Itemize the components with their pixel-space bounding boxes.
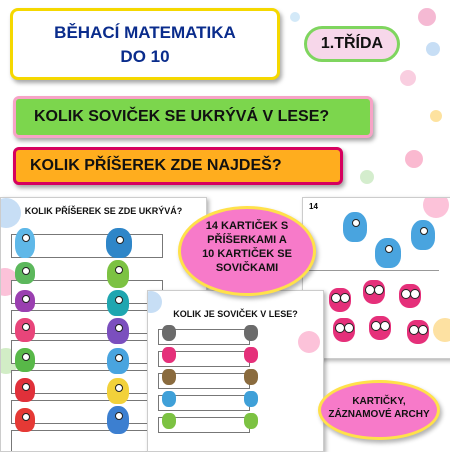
- bubble-line: ZÁZNAMOVÉ ARCHY: [328, 409, 430, 420]
- grade-badge: 1.TŘÍDA: [304, 26, 400, 62]
- owl-icon: [162, 347, 176, 363]
- monster-icon: [107, 348, 129, 374]
- decorative-dot: [290, 12, 300, 22]
- owl-icon: [244, 391, 258, 407]
- monster-icon: [15, 318, 35, 342]
- decorative-dot: [426, 42, 440, 56]
- owl-icon: [399, 284, 421, 308]
- owl-card-heading: KOLIK JE SOVIČEK V LESE?: [173, 309, 298, 319]
- monster-icon: [107, 406, 129, 434]
- decorative-dot: [360, 170, 374, 184]
- owl-card-preview: [147, 290, 324, 452]
- decorative-dot: [423, 197, 449, 218]
- monster-icon: [375, 238, 401, 268]
- bubble-line: 14 KARTIČEK S: [205, 220, 289, 232]
- title-line-2: DO 10: [120, 47, 170, 66]
- materials-bubble: [318, 380, 440, 440]
- monster-icon: [107, 318, 129, 344]
- owl-icon: [162, 369, 176, 385]
- decorative-dot: [430, 110, 442, 122]
- monster-count-card-preview: [302, 197, 450, 359]
- owl-icon: [369, 316, 391, 340]
- monster-icon: [15, 290, 35, 312]
- card-number: 14: [309, 202, 318, 211]
- owl-icon: [333, 318, 355, 342]
- monster-icon: [106, 228, 132, 258]
- monster-icon: [15, 228, 35, 258]
- bubble-line: SOVIČKAMI: [215, 262, 279, 274]
- monster-icon: [107, 290, 129, 316]
- owl-icon: [244, 369, 258, 385]
- monster-icon: [107, 260, 129, 288]
- decorative-dot: [400, 70, 416, 86]
- owl-icon: [162, 325, 176, 341]
- owl-icon: [244, 325, 258, 341]
- owl-icon: [244, 413, 258, 429]
- monster-icon: [15, 378, 35, 402]
- owl-icon: [329, 288, 351, 312]
- decorative-dot: [418, 8, 436, 26]
- monster-icon: [411, 220, 435, 250]
- monster-icon: [107, 378, 129, 404]
- product-title: [10, 8, 280, 80]
- decorative-dot: [298, 331, 320, 353]
- monsters-question-banner: KOLIK PŘÍŠEREK ZDE NAJDEŠ?: [13, 147, 343, 185]
- bubble-line: KARTIČKY,: [352, 396, 406, 407]
- owls-question-banner: KOLIK SOVIČEK SE UKRÝVÁ V LESE?: [13, 96, 373, 138]
- owl-icon: [244, 347, 258, 363]
- title-line-1: BĚHACÍ MATEMATIKA: [54, 23, 236, 42]
- decorative-dot: [405, 150, 423, 168]
- monster-icon: [343, 212, 367, 242]
- owl-icon: [407, 320, 429, 344]
- answer-strip: [11, 430, 163, 452]
- monster-icon: [15, 262, 35, 284]
- decorative-dot: [433, 318, 450, 342]
- bubble-line: 10 KARTIČEK SE: [202, 248, 292, 260]
- owl-icon: [363, 280, 385, 304]
- owl-icon: [162, 413, 176, 429]
- owl-icon: [162, 391, 176, 407]
- monster-icon: [15, 348, 35, 372]
- bubble-line: PŘÍŠERKAMI A: [207, 234, 287, 246]
- card-count-bubble: [178, 206, 316, 296]
- monster-icon: [15, 408, 35, 432]
- monster-card-heading: KOLIK PŘÍŠEREK SE ZDE UKRÝVÁ?: [24, 206, 183, 216]
